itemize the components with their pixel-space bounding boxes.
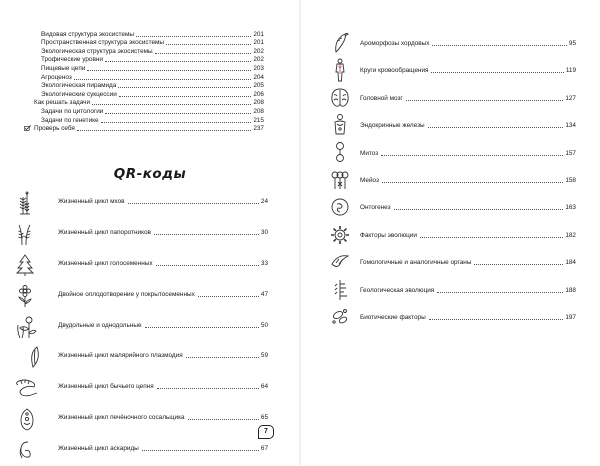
qr-item[interactable]: Онтогенез 163	[328, 194, 576, 221]
qr-item[interactable]: Митоз 157	[328, 140, 576, 167]
qr-item[interactable]: Факторы эволюции 182	[328, 222, 576, 249]
qr-item[interactable]: Жизненный цикл бычьего цепня 64	[14, 373, 268, 404]
endocrine-icon	[328, 113, 352, 137]
qr-item[interactable]: Ароморфозы хордовых 95	[328, 30, 576, 57]
toc-item[interactable]: Видовая структура экосистемы 201	[41, 30, 264, 38]
geology-icon	[328, 278, 352, 302]
brain-icon	[328, 86, 352, 110]
qr-item[interactable]: Головной мозг 127	[328, 85, 576, 112]
qr-item[interactable]: Эндокринные железы 134	[328, 112, 576, 139]
toc-item[interactable]: Задачи по цитологии 208	[41, 107, 264, 115]
toc-item[interactable]: Как решать задачи 208	[34, 99, 264, 107]
fluke-icon	[14, 407, 44, 431]
toc-item[interactable]: Экологическая структура экосистемы 202	[41, 47, 264, 55]
page-number: 7	[258, 425, 274, 439]
check-pencil-icon	[24, 125, 32, 131]
bacteria-icon	[328, 305, 352, 329]
plasmodium-icon	[14, 345, 44, 369]
table-of-contents	[24, 30, 264, 133]
qr-item[interactable]: Мейоз 158	[328, 167, 576, 194]
qr-item[interactable]: Жизненный цикл аскариды 67	[14, 435, 268, 466]
human-body-icon	[328, 58, 352, 82]
conifer-icon	[14, 253, 44, 277]
moss-icon	[14, 191, 44, 215]
toc-item[interactable]: Пространственная структура экосистемы 201	[41, 39, 264, 47]
roundworm-icon	[14, 438, 44, 462]
fern-icon	[14, 222, 44, 246]
toc-item[interactable]: Задачи по генетике 215	[41, 116, 264, 124]
toc-item[interactable]: Агроценоз 204	[41, 73, 264, 81]
qr-item[interactable]: Жизненный цикл голосеменных 33	[14, 250, 268, 281]
left-page	[0, 0, 300, 465]
qr-item[interactable]: Двойное оплодотворение у покрытосеменных 47	[14, 281, 268, 312]
qr-item[interactable]: Гомологичные и аналогичные органы 184	[328, 249, 576, 276]
mitosis-icon	[328, 141, 352, 165]
flower-icon	[14, 284, 44, 308]
toc-item[interactable]: Проверь себя 237	[24, 125, 264, 134]
qr-list-right	[328, 30, 576, 331]
tapeworm-icon	[14, 376, 44, 400]
gear-icon	[328, 223, 352, 247]
qr-item[interactable]: Круги кровообращения 119	[328, 57, 576, 84]
meiosis-icon	[328, 168, 352, 192]
qr-item[interactable]: Жизненный цикл мхов 24	[14, 188, 268, 219]
chordate-icon	[328, 31, 352, 55]
qr-item[interactable]: Жизненный цикл папоротников 30	[14, 219, 268, 250]
qr-item[interactable]: Жизненный цикл печёночного сосальщика 65	[14, 404, 268, 435]
limbs-icon	[328, 250, 352, 274]
ontogenesis-icon	[328, 195, 352, 219]
qr-item[interactable]: Жизненный цикл малярийного плазмодия 59	[14, 342, 268, 373]
qr-section-title: QR-коды	[113, 166, 187, 182]
toc-item[interactable]: Экологические сукцессии 206	[41, 90, 264, 98]
qr-item[interactable]: Двудольные и однодольные 50	[14, 312, 268, 343]
qr-item[interactable]: Геологическая эволюция 188	[328, 277, 576, 304]
qr-list-left	[14, 188, 268, 466]
toc-item[interactable]: Трофические уровни 202	[41, 56, 264, 64]
toc-item[interactable]: Пищевые цепи 203	[41, 64, 264, 72]
qr-item[interactable]: Биотические факторы 197	[328, 304, 576, 331]
plants-icon	[14, 315, 44, 339]
toc-item[interactable]: Экологическая пирамида 205	[41, 82, 264, 90]
